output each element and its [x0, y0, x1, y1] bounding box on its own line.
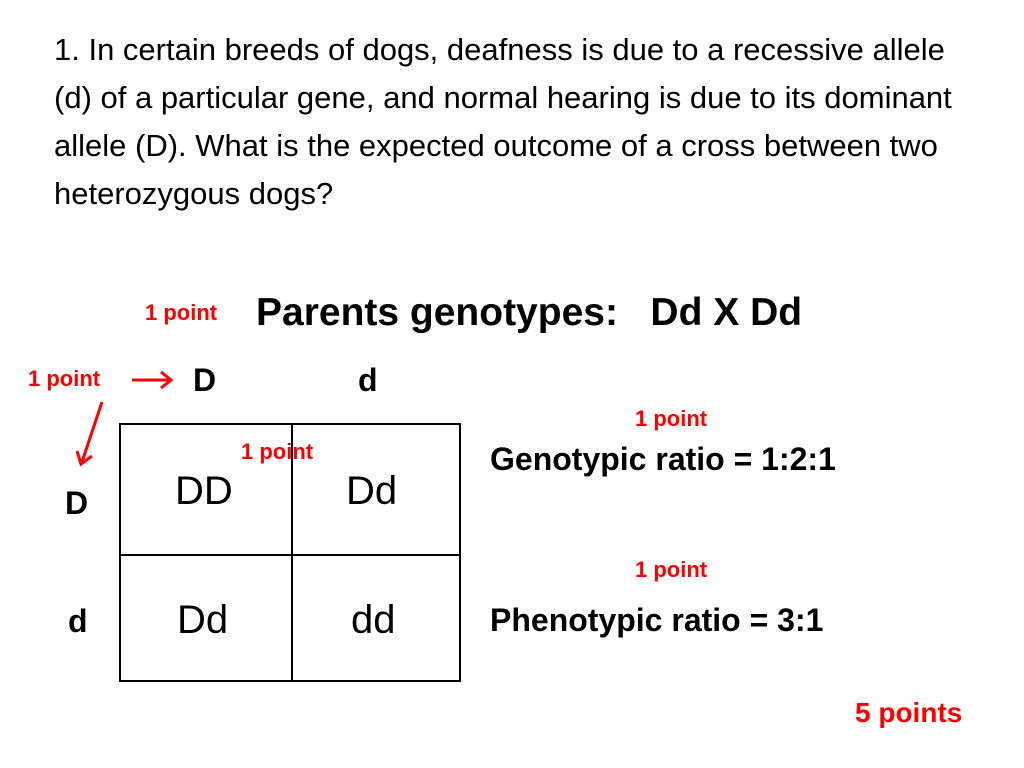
- row-allele-1: D: [65, 485, 89, 521]
- column-allele-1: D: [193, 362, 217, 398]
- punnett-cell: DD: [175, 469, 233, 513]
- arrow-down-icon: [77, 402, 102, 464]
- row-allele-2: d: [68, 603, 88, 639]
- parents-genotypes: Parents genotypes: Dd X Dd: [256, 291, 803, 334]
- total-points: 5 points: [855, 697, 963, 728]
- phenotypic-ratio: Phenotypic ratio = 3:1: [490, 602, 824, 638]
- phenotypic-point-label: 1 point: [635, 557, 708, 582]
- arrow-right-icon: [132, 372, 171, 388]
- grid-divider-horizontal: [121, 554, 459, 556]
- column-point-label: 1 point: [28, 366, 101, 391]
- question-text: 1. In certain breeds of dogs, deafness is due to a recessive allele (d) of a particular gene, and normal hearing is due to its dominant allele (D). What is the expected outcome of a cross between two heterozygous dogs?: [54, 32, 952, 211]
- punnett-cell: dd: [351, 598, 396, 642]
- punnett-cell: Dd: [177, 598, 229, 642]
- genotypic-ratio: Genotypic ratio = 1:2:1: [490, 441, 836, 477]
- column-allele-2: d: [358, 362, 378, 398]
- punnett-cell: Dd: [346, 469, 398, 513]
- cell-point-label: 1 point: [241, 439, 314, 464]
- parents-point-label: 1 point: [145, 300, 218, 325]
- genotypic-point-label: 1 point: [635, 406, 708, 431]
